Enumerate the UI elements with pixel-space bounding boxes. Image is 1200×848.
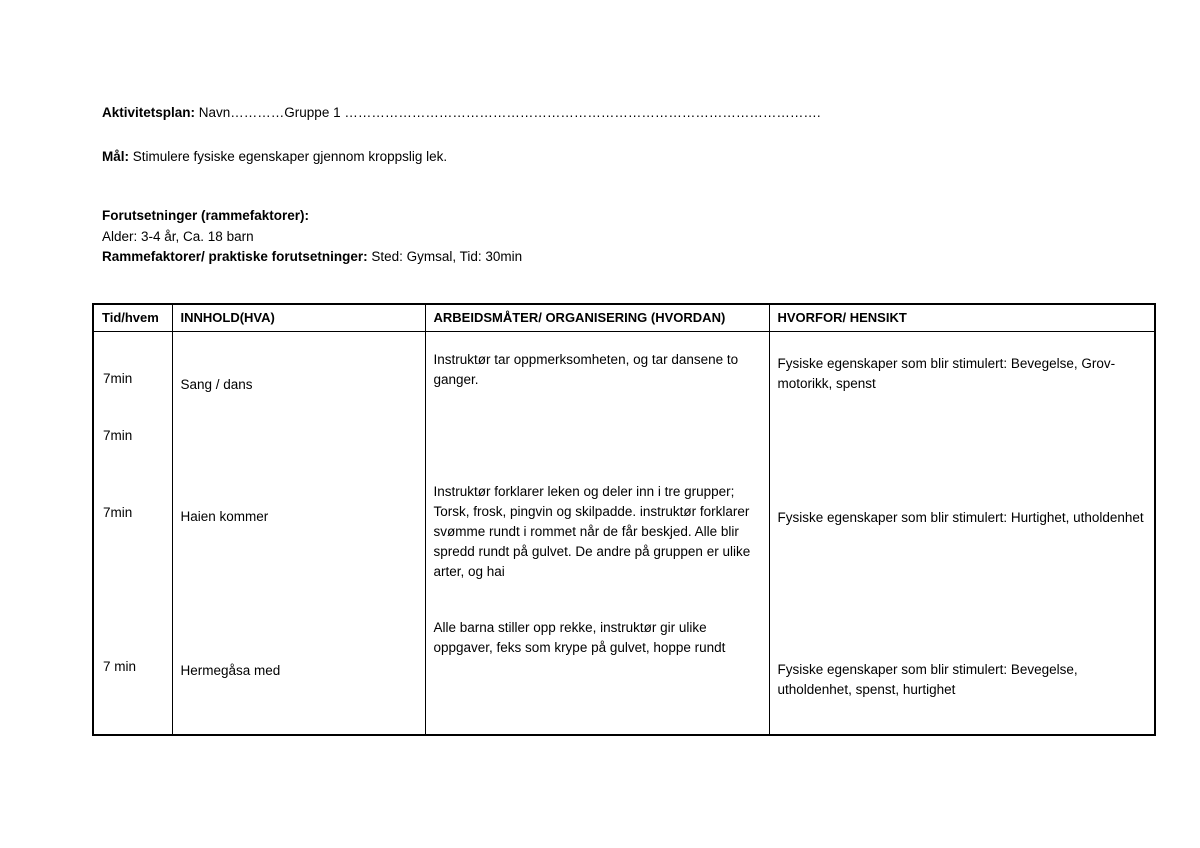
time-entry: 7min: [103, 370, 133, 386]
plan-text: Navn…………Gruppe 1 …………………………………………………………………………………………….: [195, 105, 821, 120]
frame-text: Sted: Gymsal, Tid: 30min: [367, 249, 523, 264]
purpose-cell: [769, 331, 1155, 735]
content-entry: Haien kommer: [180, 508, 269, 524]
goal-line: [102, 148, 447, 165]
header-purpose: HVORFOR/ HENSIKT: [769, 304, 1155, 331]
plan-title-line: [102, 104, 821, 121]
time-entry: 7 min: [103, 658, 137, 674]
prereq-heading: Forutsetninger (rammefaktorer):: [102, 208, 310, 223]
time-entry: 7min: [103, 504, 133, 520]
header-time: Tid/hvem: [93, 304, 172, 331]
method-entry: Alle barna stiller opp rekke, instruktør gir ulike oppgaver, feks som krype på gulvet, hoppe rundt: [433, 619, 726, 655]
frame-line: [102, 248, 522, 265]
content-entry: Hermegåsa med: [180, 662, 281, 678]
goal-text: Stimulere fysiske egenskaper gjennom kroppslig lek.: [129, 149, 448, 164]
frame-label: Rammefaktorer/ praktiske forutsetninger:: [102, 249, 368, 264]
goal-label: Mål:: [102, 149, 129, 164]
method-cell: [425, 331, 769, 735]
table-header-row: [93, 304, 1155, 331]
time-cell: [93, 331, 172, 735]
method-entry: Instruktør tar oppmerksomheten, og tar dansene to ganger.: [433, 351, 739, 387]
plan-label: Aktivitetsplan:: [102, 105, 196, 120]
purpose-entry: Fysiske egenskaper som blir stimulert: Bevegelse, Grov-motorikk, spenst: [777, 355, 1116, 391]
time-entry: 7min: [103, 427, 133, 443]
purpose-entry: Fysiske egenskaper som blir stimulert: Bevegelse, utholdenhet, spenst, hurtighet: [777, 661, 1078, 697]
method-entry: Instruktør forklarer leken og deler inn i tre grupper; Torsk, frosk, pingvin og skilpadde. instruktør forklarer svømme rundt i rommet når de får beskjed. Alle blir spredd rundt på gulvet. De andre på gruppen er ulike arter, og hai: [433, 483, 751, 579]
header-content: INNHOLD(HVA): [172, 304, 425, 331]
content-cell: [172, 331, 425, 735]
header-method: ARBEIDSMÅTER/ ORGANISERING (HVORDAN): [425, 304, 769, 331]
activity-table: [92, 303, 1156, 736]
age-line: Alder: 3-4 år, Ca. 18 barn: [102, 229, 254, 244]
purpose-entry: Fysiske egenskaper som blir stimulert: Hurtighet, utholdenhet: [777, 509, 1144, 525]
table-row: [93, 331, 1155, 735]
content-entry: Sang / dans: [180, 376, 253, 392]
